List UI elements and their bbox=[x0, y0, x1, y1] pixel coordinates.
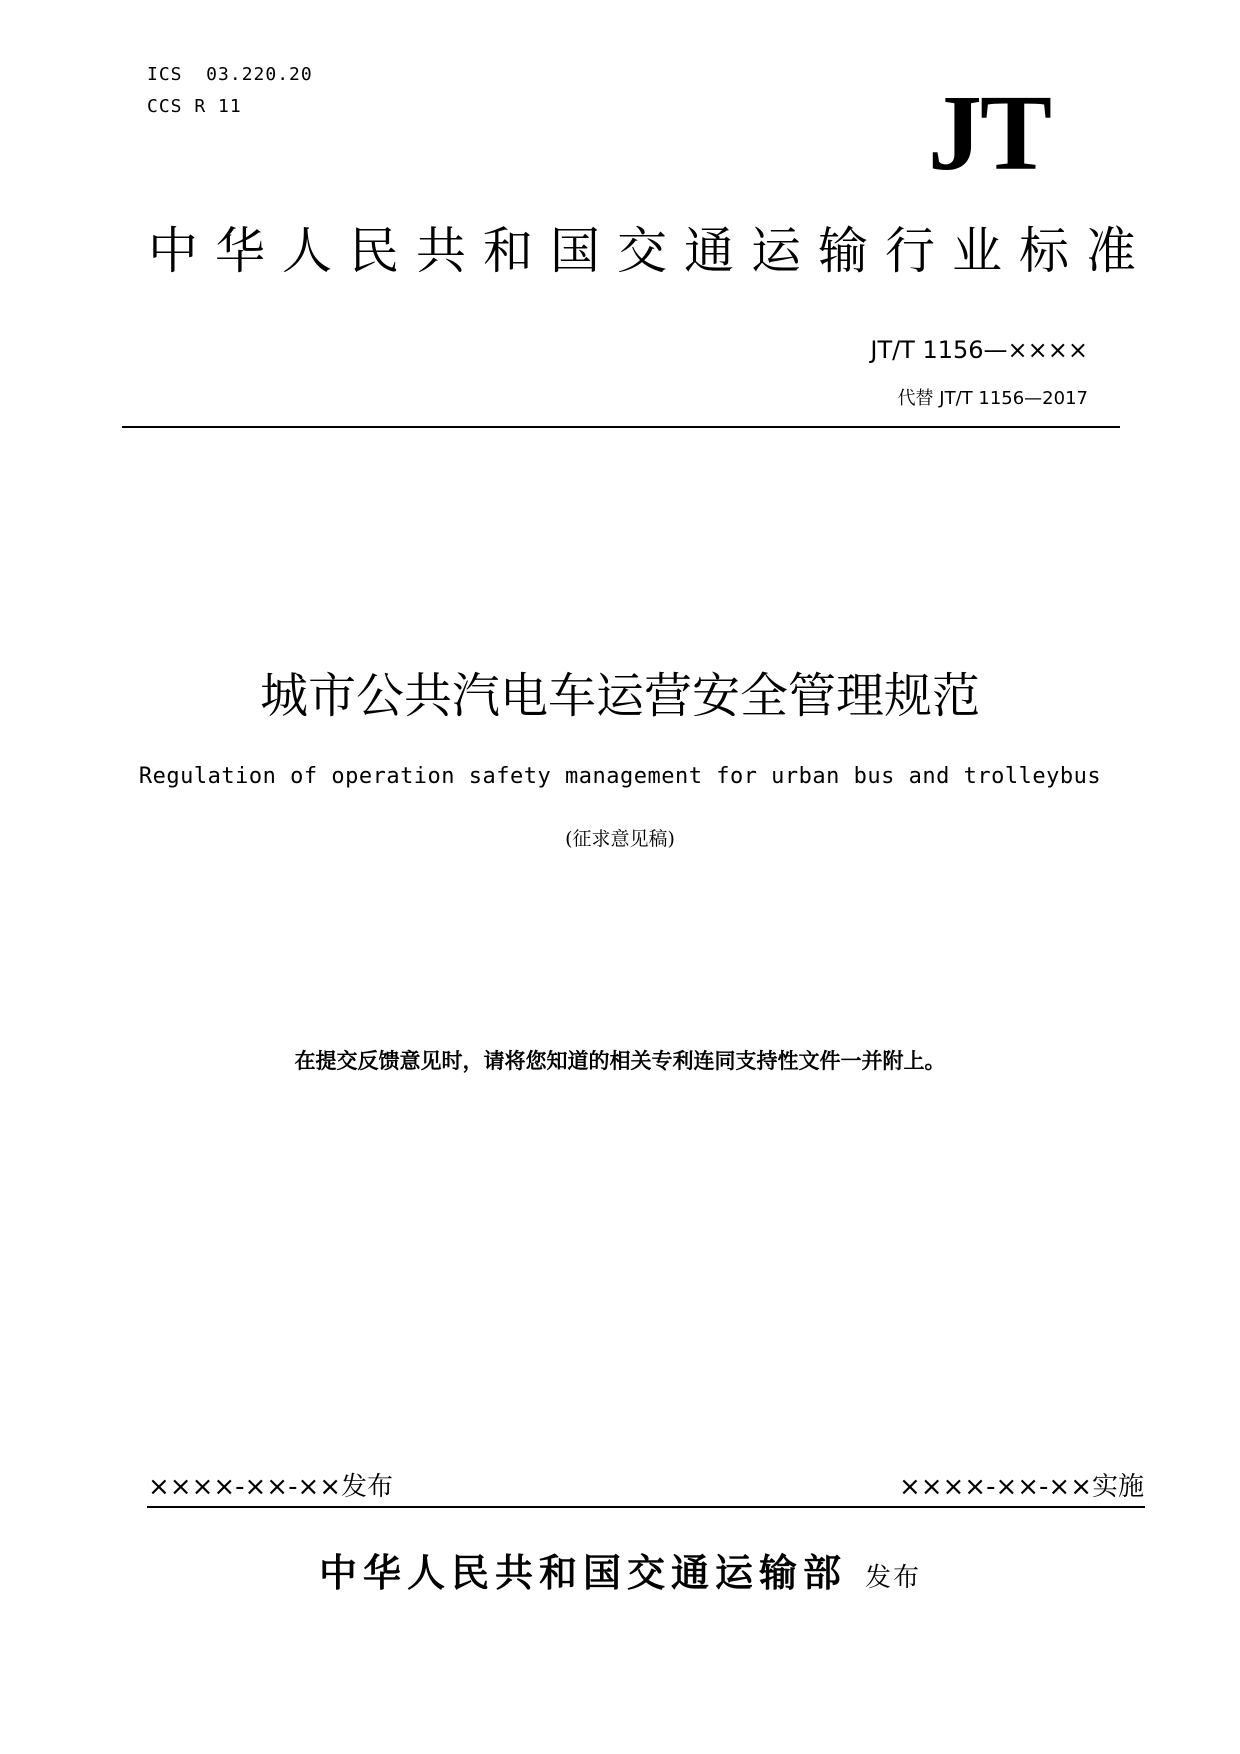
effective-date: ××××-××-××实施 bbox=[898, 1472, 1144, 1502]
industry-standard-title: 中华人民共和国交通运输行业标准 bbox=[148, 222, 1153, 280]
issuer-line bbox=[0, 1550, 1240, 1595]
standard-number: JT/T 1156—×××× bbox=[870, 336, 1088, 364]
ics-code: ICS 03.220.20 bbox=[147, 64, 313, 85]
document-title-english: Regulation of operation safety management for urban bus and trolleybus bbox=[138, 764, 1102, 789]
header-divider bbox=[122, 426, 1120, 428]
draft-status: (征求意见稿) bbox=[565, 828, 675, 850]
footer-divider bbox=[147, 1506, 1145, 1508]
patent-notice: 在提交反馈意见时，请将您知道的相关专利连同支持性文件一并附上。 bbox=[294, 1049, 946, 1073]
jt-logo: JT bbox=[928, 74, 1051, 193]
publish-date: ××××-××-××发布 bbox=[148, 1472, 394, 1502]
ccs-code: CCS R 11 bbox=[147, 96, 242, 117]
document-title-chinese: 城市公共汽电车运营安全管理规范 bbox=[259, 668, 980, 724]
issuer-name: 中华人民共和国交通运输部 bbox=[318, 1550, 847, 1595]
issuer-suffix: 发布 bbox=[865, 1563, 922, 1593]
replaces-standard: 代替 JT/T 1156—2017 bbox=[897, 388, 1088, 409]
